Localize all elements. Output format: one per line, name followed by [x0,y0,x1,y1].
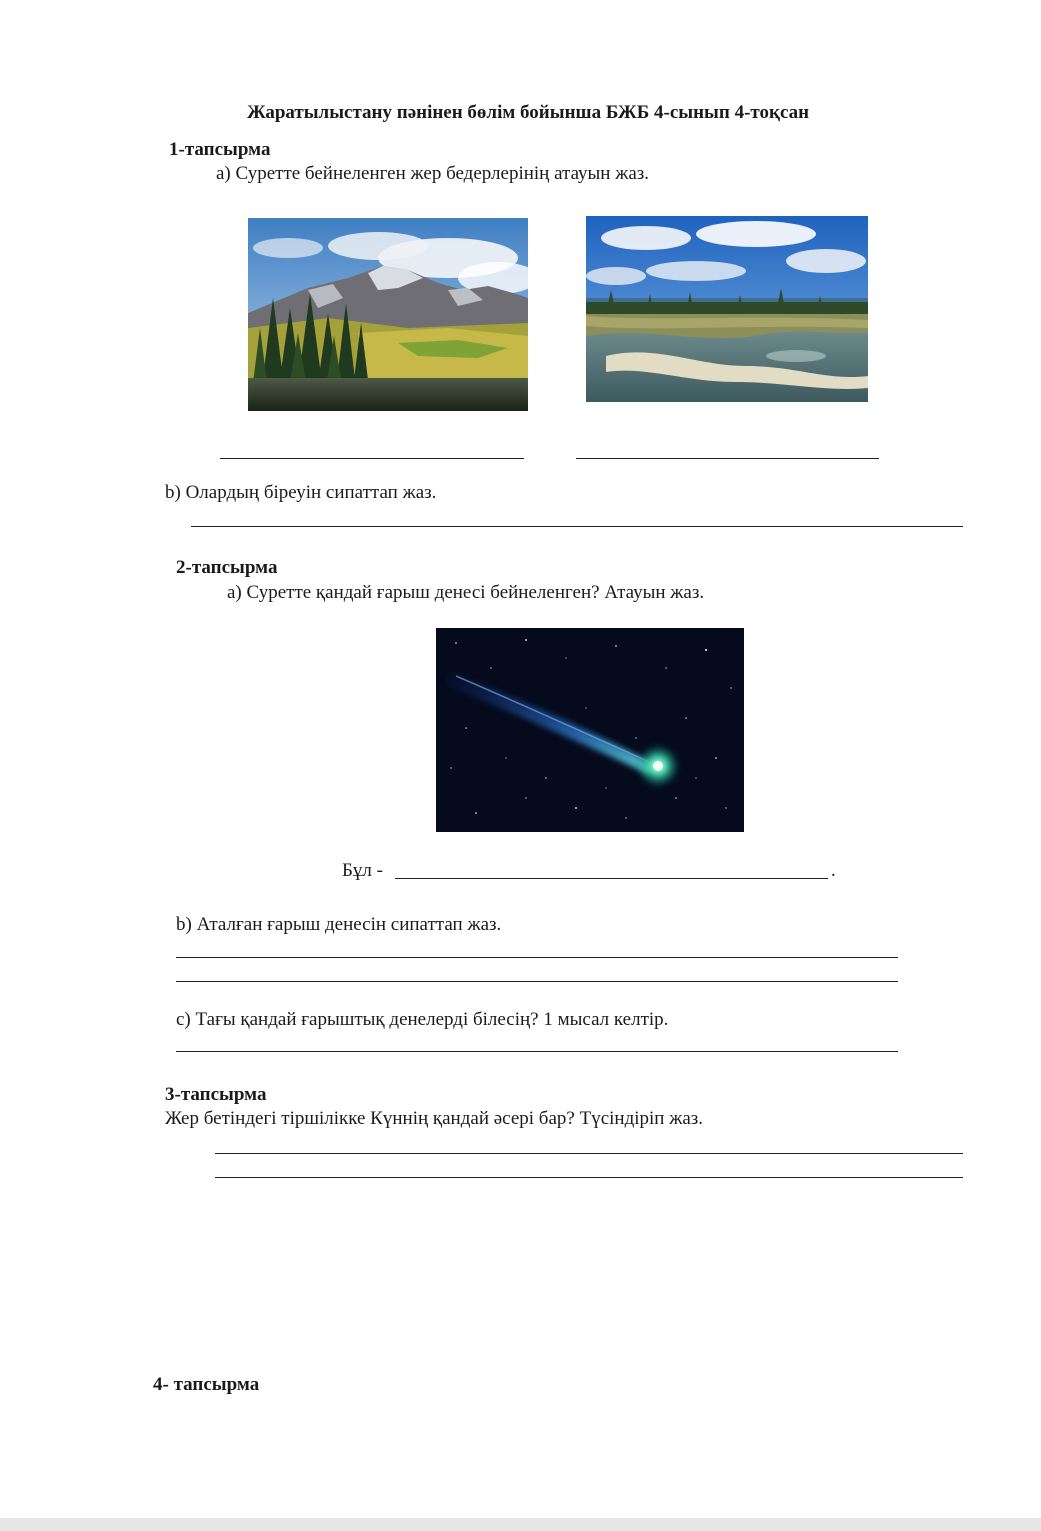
answer-line-2b-1[interactable] [176,957,898,958]
answer-line-1a-right[interactable] [576,458,879,459]
task2-question-c: с) Тағы қандай ғарыштық денелерді білесің? 1 мысал келтір. [176,1009,669,1030]
comet-image [436,628,744,832]
answer-line-2a[interactable] [395,878,828,879]
page-title: Жаратылыстану пәнінен бөлім бойынша БЖБ 4-сынып 4-тоқсан [247,102,810,123]
task1-heading: 1-тапсырма [169,139,271,160]
answer-line-1b[interactable] [191,526,963,527]
answer-line-3-1[interactable] [215,1153,963,1154]
task1-question-a: а) Суретте бейнеленген жер бедерлерінің атауын жаз. [216,163,650,184]
plain-landscape-image [586,216,868,402]
page-bottom-edge [0,1518,1041,1531]
task2-heading: 2-тапсырма [176,557,278,578]
task2-question-b: b) Аталған ғарыш денесін сипаттап жаз. [176,914,502,935]
task2-question-a: а) Суретте қандай ғарыш денесі бейнеленген? Атауын жаз. [227,582,705,603]
task1-question-b: b) Олардың біреуін сипаттап жаз. [165,482,437,503]
answer-line-3-2[interactable] [215,1177,963,1178]
bul-prefix: Бұл - [342,860,383,881]
task4-heading: 4- тапсырма [153,1374,260,1395]
bul-suffix: . [831,860,836,881]
answer-line-1a-left[interactable] [220,458,524,459]
answer-line-2c[interactable] [176,1051,898,1052]
mountain-landscape-image [248,218,528,411]
answer-line-2b-2[interactable] [176,981,898,982]
task3-question: Жер бетіндегі тіршілікке Күннің қандай әсері бар? Түсіндіріп жаз. [165,1108,704,1129]
task3-heading: 3-тапсырма [165,1084,267,1105]
